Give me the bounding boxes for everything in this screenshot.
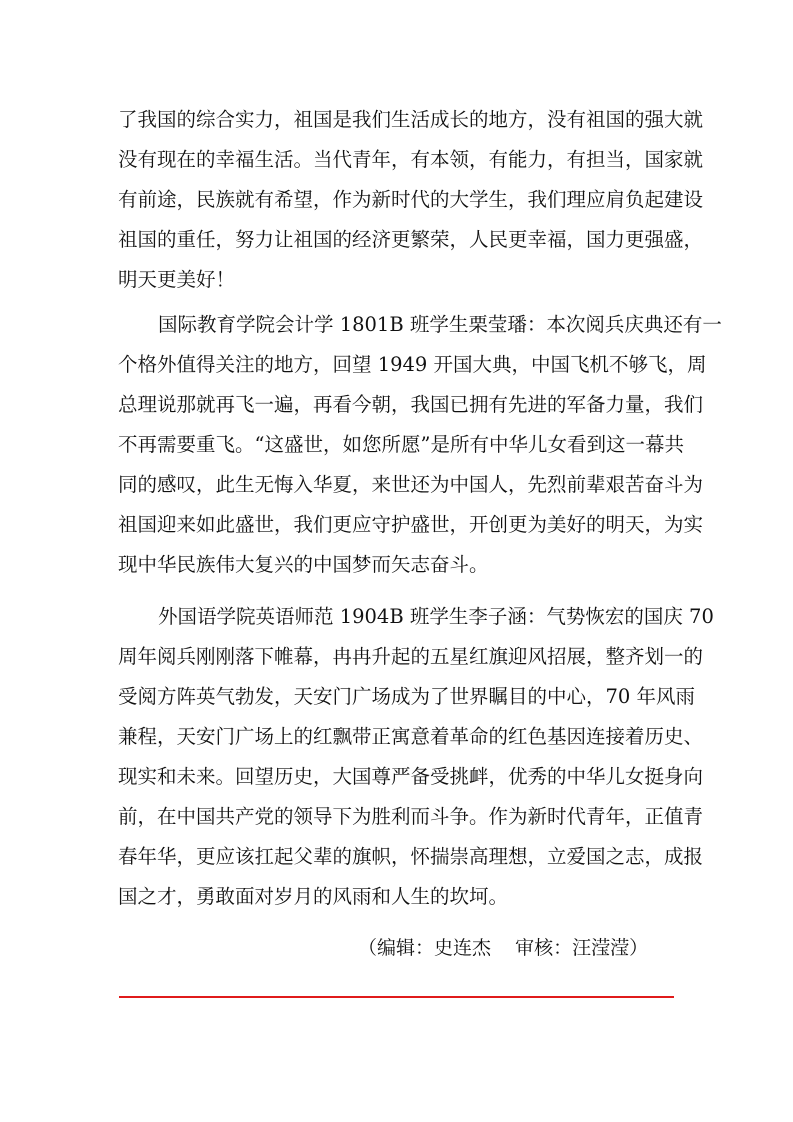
paragraph-2-line-7: 现中华民族伟大复兴的中国梦而矢志奋斗。: [118, 553, 489, 576]
paragraph-3-line-4: 兼程，天安门广场上的红飘带正寓意着革命的红色基因连接着历史、: [118, 725, 704, 748]
paragraph-3-line-7: 春年华，更应该扛起父辈的旗帜，怀揣崇高理想，立爱国之志，成报: [118, 845, 704, 868]
paragraph-3-line-2: 周年阅兵刚刚落下帷幕，冉冉升起的五星红旗迎风招展，整齐划一的: [118, 645, 704, 668]
paragraph-1-line-3: 有前途，民族就有希望，作为新时代的大学生，我们理应肩负起建设: [118, 188, 704, 211]
paragraph-3-line-6: 前，在中国共产党的领导下为胜利而斗争。作为新时代青年，正值青: [118, 805, 704, 828]
editor-reviewer-signature: （编辑：史连杰 审核：汪滢滢）: [358, 937, 649, 959]
paragraph-2-line-1: 国际教育学院会计学 1801B 班学生栗莹璠：本次阅兵庆典还有一: [158, 313, 722, 336]
paragraph-3-line-8: 国之才，勇敢面对岁月的风雨和人生的坎坷。: [118, 885, 509, 908]
paragraph-3-line-3: 受阅方阵英气勃发，天安门广场成为了世界瞩目的中心，70 年风雨: [118, 685, 696, 708]
paragraph-1-line-5: 明天更美好！: [118, 268, 236, 291]
paragraph-2-line-3: 总理说那就再飞一遍，再看今朝，我国已拥有先进的军备力量，我们: [118, 393, 704, 416]
paragraph-2-line-6: 祖国迎来如此盛世，我们更应守护盛世，开创更为美好的明天，为实: [118, 513, 704, 536]
paragraph-1-line-1: 了我国的综合实力，祖国是我们生活成长的地方，没有祖国的强大就: [118, 108, 704, 131]
paragraph-2-line-4: 不再需要重飞。“这盛世，如您所愿”是所有中华儿女看到这一幕共: [118, 433, 684, 456]
paragraph-3-line-1: 外国语学院英语师范 1904B 班学生李子涵：气势恢宏的国庆 70: [158, 605, 714, 628]
paragraph-2-line-5: 同的感叹，此生无悔入华夏，来世还为中国人，先烈前辈艰苦奋斗为: [118, 473, 704, 496]
paragraph-1-line-4: 祖国的重任，努力让祖国的经济更繁荣，人民更幸福，国力更强盛，: [118, 228, 704, 251]
paragraph-3-line-5: 现实和未来。回望历史，大国尊严备受挑衅，优秀的中华儿女挺身向: [118, 765, 704, 788]
footer-divider: [119, 996, 674, 998]
paragraph-1-line-2: 没有现在的幸福生活。当代青年，有本领，有能力，有担当，国家就: [118, 148, 704, 171]
paragraph-2-line-2: 个格外值得关注的地方，回望 1949 开国大典，中国飞机不够飞，周: [118, 353, 707, 376]
